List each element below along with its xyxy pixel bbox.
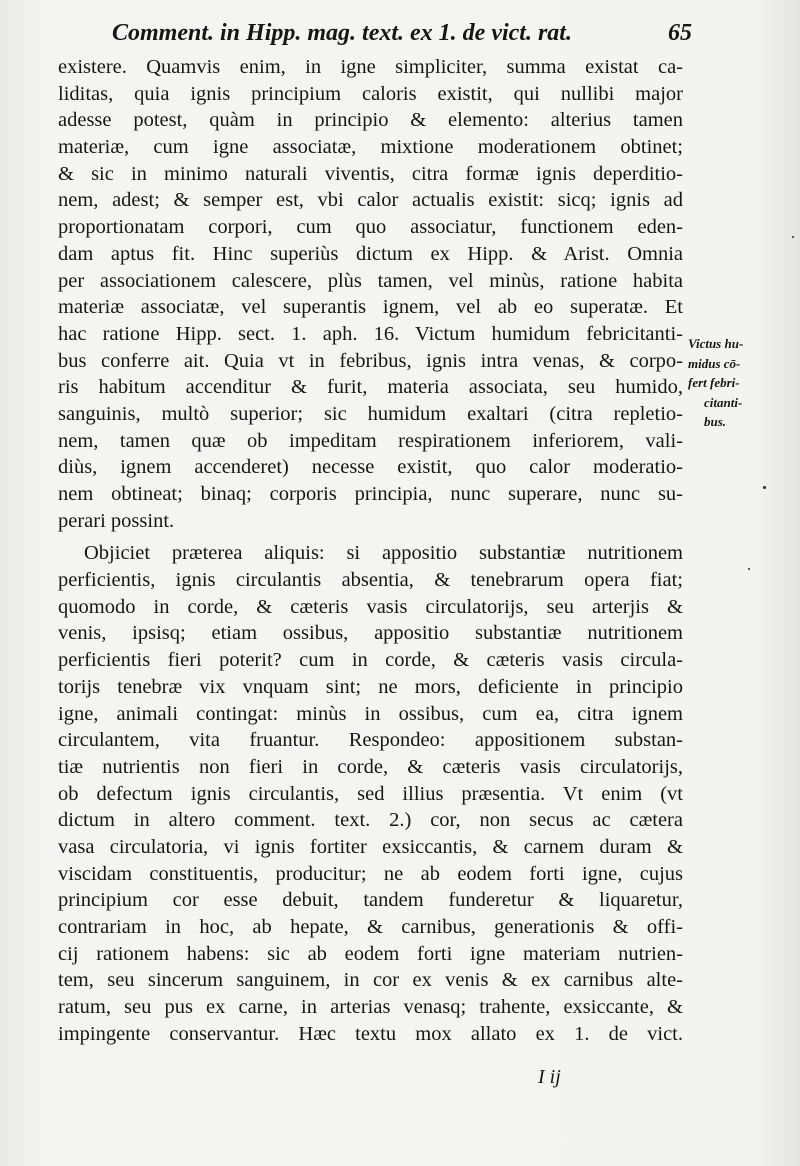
text-line: vasa circulatoria, vi ignis fortiter exsiccantis, & carnem duram & <box>58 835 683 858</box>
text-line: quomodo in corde, & cæteris vasis circulatorijs, seu arterjis & <box>58 595 683 618</box>
text-line: liditas, quia ignis principium caloris existit, qui nullibi major <box>58 82 683 105</box>
text-line: contrariam in hoc, ab hepate, & carnibus, generationis & offi- <box>58 916 683 938</box>
text-line: materiæ, cum igne associatæ, mixtione moderationem obtinet; <box>58 136 683 159</box>
text-line: existere. Quamvis enim, in igne simpliciter, summa existat ca- <box>58 56 683 78</box>
text-line: diùs, ignem accenderet) necesse existit, quo calor moderatio- <box>58 456 683 479</box>
margin-note-line: bus. <box>704 414 727 429</box>
text-line: viscidam constituentis, producitur; ne ab eodem forti igne, cujus <box>58 862 683 885</box>
text-line: dam aptus fit. Hinc superiùs dictum ex Hipp. & Arist. Omnia <box>58 242 683 265</box>
text-line: venis, ipsisq; etiam ossibus, appositio substantiæ nutritionem <box>58 622 683 645</box>
margin-note-line: fert febri- <box>688 375 740 390</box>
running-head: Comment. in Hipp. mag. text. ex 1. de vict. rat. <box>112 20 572 46</box>
text-line: per associationem calescere, plùs tamen, vel minùs, ratione habita <box>58 269 683 292</box>
body-text <box>58 54 683 1047</box>
text-line: sanguinis, multò superior; sic humidum exaltari (citra repletio- <box>58 402 683 425</box>
text-line: torijs tenebræ vix vnquam sint; ne mors, deficiente in principio <box>58 675 683 698</box>
text-line: adesse potest, quàm in principio & elemento: alterius tamen <box>58 109 683 132</box>
paragraph-2 <box>58 540 683 1047</box>
margin-note-line: Victus hu- <box>688 336 744 351</box>
text-line: circulantem, vita fruantur. Respondeo: appositionem substan- <box>58 729 683 752</box>
text-line: igne, animali contingat: minùs in ossibus, cum ea, citra ignem <box>58 702 683 725</box>
text-line: nem obtineat; binaq; corporis principia, nunc superare, nunc su- <box>58 483 683 505</box>
text-line: nem, adest; & semper est, vbi calor actualis existit: sicq; ignis ad <box>58 189 683 212</box>
ink-speck <box>748 568 750 570</box>
text-line: nem, tamen quæ ob impeditam respirationem inferiorem, vali- <box>58 429 683 452</box>
margin-note-line: midus cō- <box>688 355 741 371</box>
signature-mark: I ij <box>538 1066 561 1088</box>
text-line: perficientis fieri poterit? cum in corde, & cæteris vasis circula- <box>58 649 683 672</box>
text-line: ob defectum ignis circulantis, sed illius præsentia. Vt enim (vt <box>58 782 683 805</box>
margin-note-line: citanti- <box>704 394 743 410</box>
text-line: dictum in altero comment. text. 2.) cor, non secus ac cætera <box>58 809 683 832</box>
text-line: materiæ associatæ, vel superantis ignem, vel ab eo superatæ. Et <box>58 296 683 319</box>
text-line: perficientis, ignis circulantis absentia, & tenebrarum opera fiat; <box>58 569 683 592</box>
page-header <box>112 20 692 54</box>
text-line: bus conferre ait. Quia vt in febribus, ignis intra venas, & corpo- <box>58 349 683 372</box>
text-line: perari possint. <box>58 509 175 532</box>
text-line: ris habitum accenditur & furit, materia associata, seu humido, <box>58 376 683 399</box>
text-line: cij rationem habens: sic ab eodem forti igne materiam nutrien- <box>58 942 683 965</box>
paragraph-1 <box>58 54 683 534</box>
page-number: 65 <box>668 20 692 46</box>
text-line: impingente conservantur. Hæc textu mox allato ex 1. de vict. <box>58 1022 683 1045</box>
text-line: & sic in minimo naturali viventis, citra formæ ignis deperditio- <box>58 162 683 185</box>
text-line: tem, seu sincerum sanguinem, in cor ex venis & ex carnibus alte- <box>58 969 683 992</box>
marginal-note <box>688 334 788 432</box>
text-line: principium cor esse debuit, tandem funderetur & liquaretur, <box>58 889 683 912</box>
text-line: hac ratione Hipp. sect. 1. aph. 16. Victum humidum febricitanti- <box>58 322 683 345</box>
text-line: Objiciet præterea aliquis: si appositio substantiæ nutritionem <box>84 542 683 565</box>
ink-speck <box>792 236 794 238</box>
text-line: proportionatam corpori, cum quo associatur, functionem eden- <box>58 216 683 239</box>
text-line: tiæ nutrientis non fieri in corde, & cæteris vasis circulatorijs, <box>58 755 683 778</box>
ink-speck <box>763 486 766 489</box>
text-line: ratum, seu pus ex carne, in arterias venasq; trahente, exsiccante, & <box>58 996 683 1019</box>
